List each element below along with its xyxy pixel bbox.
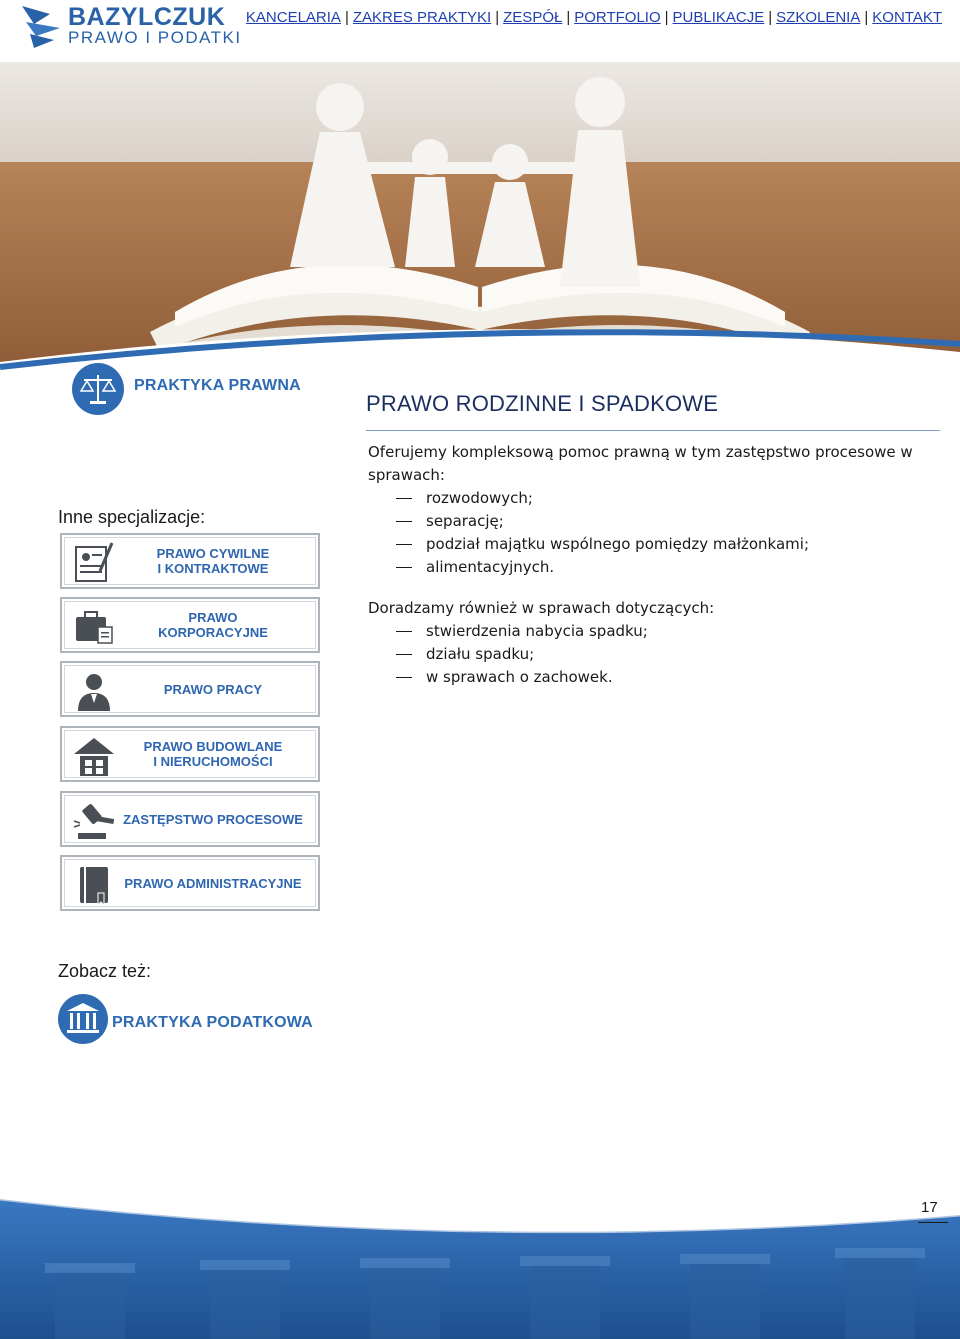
spec-prawo-budowlane[interactable]	[60, 726, 320, 782]
spec-label: PRAWO BUDOWLANE I NIERUCHOMOŚCI	[143, 739, 283, 769]
book-icon	[72, 863, 116, 907]
intro-paragraph: Oferujemy kompleksową pomoc prawną w tym zastępstwo procesowe w sprawach:	[368, 443, 913, 484]
bazylczuk-logo[interactable]	[20, 2, 245, 52]
worker-icon	[72, 669, 116, 713]
scales-icon	[72, 363, 124, 415]
nav-zakres-praktyki[interactable]: ZAKRES PRAKTYKI	[352, 9, 492, 26]
institution-icon	[58, 994, 108, 1044]
spec-prawo-administracyjne[interactable]	[60, 855, 320, 911]
spec-prawo-cywilne[interactable]	[60, 533, 320, 589]
list-item: stwierdzenia nabycia spadku;	[396, 620, 648, 643]
advisory-paragraph: Doradzamy również w sprawach dotyczących:	[368, 599, 715, 617]
praktyka-podatkowa-label: PRAKTYKA PODATKOWA	[112, 1014, 313, 1031]
list-item: działu spadku;	[396, 643, 648, 666]
spec-label: PRAWO PRACY	[163, 681, 263, 697]
praktyka-prawna-label: PRAKTYKA PRAWNA	[134, 377, 301, 394]
list-item: separację;	[396, 510, 809, 533]
nav-portfolio[interactable]: PORTFOLIO	[574, 9, 661, 26]
spec-prawo-korporacyjne[interactable]	[60, 597, 320, 653]
nav-zespol[interactable]: ZESPÓŁ	[503, 9, 563, 26]
nav-kancelaria[interactable]: KANCELARIA	[245, 9, 341, 26]
nav-kontakt[interactable]: KONTAKT	[872, 9, 942, 26]
logo-brand: BAZYLCZUK	[68, 3, 226, 31]
page-title: PRAWO RODZINNE I SPADKOWE	[366, 391, 719, 416]
nav-separator: |	[664, 9, 669, 26]
praktyka-podatkowa-logo[interactable]	[58, 994, 328, 1048]
top-navigation	[246, 9, 942, 26]
services-list	[396, 487, 809, 579]
page-number: 17	[921, 1199, 938, 1216]
advisory-list	[396, 620, 648, 689]
spec-label: ZASTĘPSTWO PROCESOWE	[123, 811, 303, 827]
logo-subtitle: PRAWO I PODATKI	[68, 28, 242, 47]
nav-separator: |	[864, 9, 869, 26]
spec-label: PRAWO CYWILNE I KONTRAKTOWE	[156, 546, 270, 576]
other-specializations-title: Inne specjalizacje:	[58, 507, 206, 527]
briefcase-icon	[72, 605, 116, 649]
nav-separator: |	[768, 9, 773, 26]
hero-image	[0, 62, 960, 382]
list-item: alimentacyjnych.	[396, 556, 809, 579]
list-item: w sprawach o zachowek.	[396, 666, 648, 689]
list-item: rozwodowych;	[396, 487, 809, 510]
list-item: podział majątku wspólnego pomiędzy małżonkami;	[396, 533, 809, 556]
see-also-title: Zobacz też:	[58, 961, 152, 981]
nav-publikacje[interactable]: PUBLIKACJE	[672, 9, 765, 26]
nav-separator: |	[495, 9, 500, 26]
praktyka-prawna-logo[interactable]	[72, 363, 312, 417]
footer-columns-image	[0, 1185, 960, 1339]
page-number-underline	[918, 1222, 948, 1223]
spec-label: PRAWO KORPORACYJNE	[158, 610, 268, 640]
nav-szkolenia[interactable]: SZKOLENIA	[776, 9, 861, 26]
house-icon	[72, 734, 116, 778]
spec-prawo-pracy[interactable]	[60, 661, 320, 717]
page-header	[0, 0, 960, 58]
logo-mark-icon	[20, 4, 64, 50]
title-divider	[366, 430, 940, 431]
gavel-icon	[72, 799, 116, 843]
spec-zastepstwo-procesowe[interactable]	[60, 791, 320, 847]
contract-icon	[72, 541, 116, 585]
nav-separator: |	[566, 9, 571, 26]
spec-label: PRAWO ADMINISTRACYJNE	[124, 875, 302, 891]
nav-separator: |	[344, 9, 349, 26]
